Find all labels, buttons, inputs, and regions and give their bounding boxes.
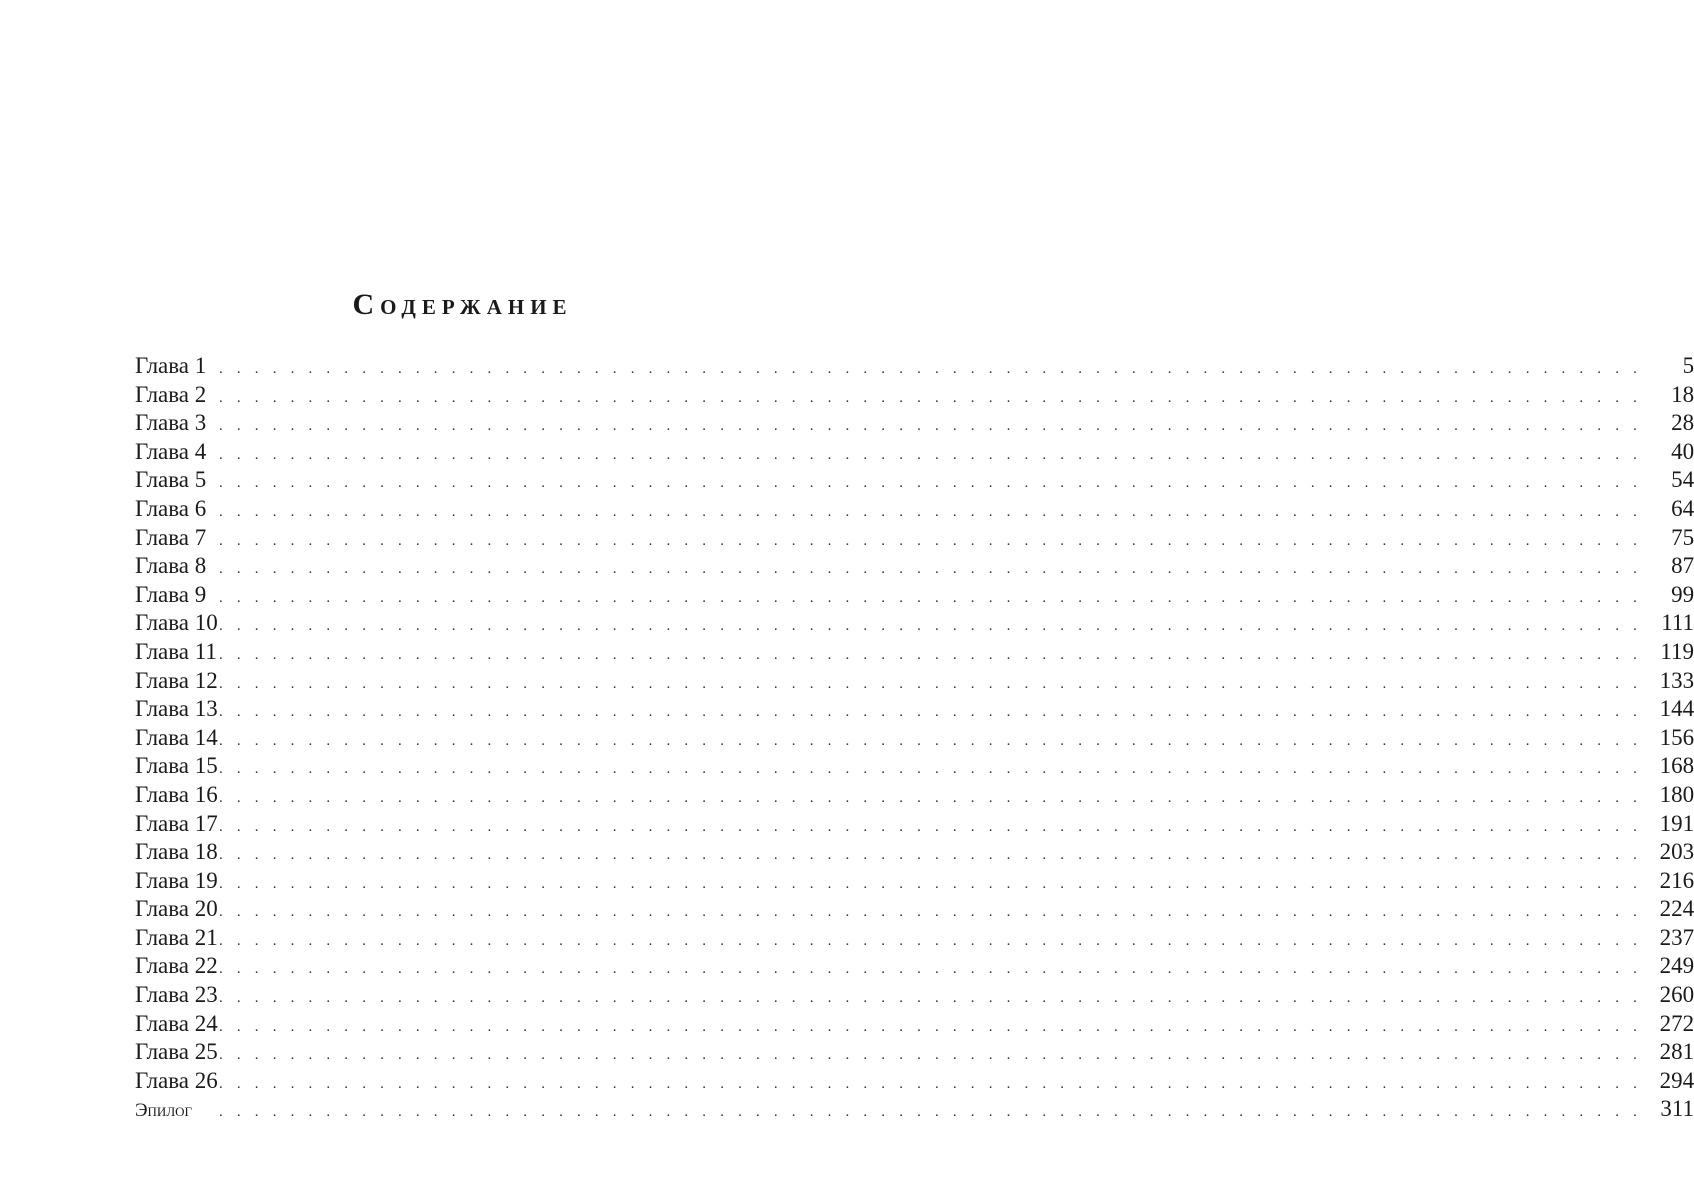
toc-entry-page: 272 <box>1659 1010 1694 1036</box>
toc-entry-label: Глава 17 <box>135 810 218 836</box>
dot-leader: . . . . . . . . . . . . . . . . . . . . . . . . . . . . . . . . . . . . . . . . . . . . . . . . . . . . . . . . . . . . . . . . . . . . . . . . . . . . . . . . <box>219 618 1643 635</box>
toc-entry[interactable] <box>135 409 1694 438</box>
toc-entry-page: 237 <box>1659 924 1694 950</box>
toc-entry[interactable] <box>135 952 1694 981</box>
toc-entry-label: Глава 6 <box>135 495 207 521</box>
toc-entry-page: 156 <box>1659 724 1694 750</box>
toc-entry-page: 180 <box>1659 781 1694 807</box>
toc-entry-label: Глава 20 <box>135 896 218 922</box>
dot-leader: . . . . . . . . . . . . . . . . . . . . . . . . . . . . . . . . . . . . . . . . . . . . . . . . . . . . . . . . . . . . . . . . . . . . . . . . . . . . . . . . <box>219 732 1643 749</box>
dot-leader: . . . . . . . . . . . . . . . . . . . . . . . . . . . . . . . . . . . . . . . . . . . . . . . . . . . . . . . . . . . . . . . . . . . . . . . . . . . . . . . . <box>219 961 1643 978</box>
toc-entry-page: 40 <box>1671 438 1694 464</box>
dot-leader: . . . . . . . . . . . . . . . . . . . . . . . . . . . . . . . . . . . . . . . . . . . . . . . . . . . . . . . . . . . . . . . . . . . . . . . . . . . . . . . . <box>219 361 1643 377</box>
dot-leader: . . . . . . . . . . . . . . . . . . . . . . . . . . . . . . . . . . . . . . . . . . . . . . . . . . . . . . . . . . . . . . . . . . . . . . . . . . . . . . . . <box>219 675 1643 692</box>
toc-entry-label: Глава 9 <box>135 581 207 607</box>
toc-entry-page: 133 <box>1659 667 1694 693</box>
dot-leader: . . . . . . . . . . . . . . . . . . . . . . . . . . . . . . . . . . . . . . . . . . . . . . . . . . . . . . . . . . . . . . . . . . . . . . . . . . . . . . . . <box>219 446 1643 463</box>
dot-leader: . . . . . . . . . . . . . . . . . . . . . . . . . . . . . . . . . . . . . . . . . . . . . . . . . . . . . . . . . . . . . . . . . . . . . . . . . . . . . . . . <box>219 990 1643 1007</box>
toc-entry-label: Глава 16 <box>135 781 218 807</box>
dot-leader: . . . . . . . . . . . . . . . . . . . . . . . . . . . . . . . . . . . . . . . . . . . . . . . . . . . . . . . . . . . . . . . . . . . . . . . . . . . . . . . . <box>219 475 1643 492</box>
toc-entry[interactable] <box>135 924 1694 953</box>
toc-entry-label: Глава 2 <box>135 381 207 407</box>
toc-entry-label: Глава 19 <box>135 867 218 893</box>
toc-entry-label: Глава 21 <box>135 924 218 950</box>
dot-leader: . . . . . . . . . . . . . . . . . . . . . . . . . . . . . . . . . . . . . . . . . . . . . . . . . . . . . . . . . . . . . . . . . . . . . . . . . . . . . . . . <box>219 389 1643 406</box>
toc-entry-page: 294 <box>1659 1067 1694 1093</box>
dot-leader: . . . . . . . . . . . . . . . . . . . . . . . . . . . . . . . . . . . . . . . . . . . . . . . . . . . . . . . . . . . . . . . . . . . . . . . . . . . . . . . . <box>219 904 1643 921</box>
toc-entry[interactable] <box>135 352 1694 381</box>
toc-entry-label: Глава 26 <box>135 1067 218 1093</box>
toc-entry-page: 87 <box>1671 553 1694 579</box>
toc-entry[interactable] <box>135 552 1694 581</box>
toc-entry-page: 216 <box>1659 867 1694 893</box>
toc-entry[interactable] <box>135 781 1694 810</box>
dot-leader: . . . . . . . . . . . . . . . . . . . . . . . . . . . . . . . . . . . . . . . . . . . . . . . . . . . . . . . . . . . . . . . . . . . . . . . . . . . . . . . . <box>219 503 1643 520</box>
toc-entry-label: Глава 15 <box>135 753 218 779</box>
toc-title: Содержание <box>352 288 573 321</box>
dot-leader: . . . . . . . . . . . . . . . . . . . . . . . . . . . . . . . . . . . . . . . . . . . . . . . . . . . . . . . . . . . . . . . . . . . . . . . . . . . . . . . . <box>219 1047 1643 1064</box>
toc-entry-page: 119 <box>1660 638 1694 664</box>
dot-leader: . . . . . . . . . . . . . . . . . . . . . . . . . . . . . . . . . . . . . . . . . . . . . . . . . . . . . . . . . . . . . . . . . . . . . . . . . . . . . . . . <box>219 1075 1643 1092</box>
toc-entry-page: 64 <box>1671 495 1694 521</box>
toc-entry-label: Глава 8 <box>135 553 207 579</box>
toc-entry[interactable] <box>135 838 1694 867</box>
toc-entry-label: Глава 4 <box>135 438 207 464</box>
toc-entry[interactable] <box>135 1010 1694 1039</box>
toc-entry[interactable] <box>135 724 1694 753</box>
dot-leader: . . . . . . . . . . . . . . . . . . . . . . . . . . . . . . . . . . . . . . . . . . . . . . . . . . . . . . . . . . . . . . . . . . . . . . . . . . . . . . . . <box>219 818 1643 835</box>
toc-entry-label: Глава 24 <box>135 1010 218 1036</box>
toc-entry-page: 249 <box>1659 953 1694 979</box>
toc-entry[interactable] <box>135 1038 1694 1067</box>
toc-entry-label: Глава 11 <box>135 638 217 664</box>
dot-leader: . . . . . . . . . . . . . . . . . . . . . . . . . . . . . . . . . . . . . . . . . . . . . . . . . . . . . . . . . . . . . . . . . . . . . . . . . . . . . . . . <box>219 532 1643 549</box>
dot-leader: . . . . . . . . . . . . . . . . . . . . . . . . . . . . . . . . . . . . . . . . . . . . . . . . . . . . . . . . . . . . . . . . . . . . . . . . . . . . . . . . <box>219 932 1643 949</box>
toc-entry-page: 168 <box>1659 753 1694 779</box>
dot-leader: . . . . . . . . . . . . . . . . . . . . . . . . . . . . . . . . . . . . . . . . . . . . . . . . . . . . . . . . . . . . . . . . . . . . . . . . . . . . . . . . <box>219 589 1643 606</box>
toc-entry-page: 75 <box>1671 524 1694 550</box>
toc-entry-label: Эпилог <box>135 1100 193 1122</box>
dot-leader: . . . . . . . . . . . . . . . . . . . . . . . . . . . . . . . . . . . . . . . . . . . . . . . . . . . . . . . . . . . . . . . . . . . . . . . . . . . . . . . . <box>219 847 1643 864</box>
toc-entry-label: Глава 13 <box>135 696 218 722</box>
toc-entry-page: 260 <box>1659 982 1694 1008</box>
toc-entry[interactable] <box>135 752 1694 781</box>
dot-leader: . . . . . . . . . . . . . . . . . . . . . . . . . . . . . . . . . . . . . . . . . . . . . . . . . . . . . . . . . . . . . . . . . . . . . . . . . . . . . . . . <box>219 875 1643 892</box>
toc-entry-label: Глава 10 <box>135 610 218 636</box>
toc-entry-page: 144 <box>1659 696 1694 722</box>
dot-leader: . . . . . . . . . . . . . . . . . . . . . . . . . . . . . . . . . . . . . . . . . . . . . . . . . . . . . . . . . . . . . . . . . . . . . . . . . . . . . . . . <box>219 561 1643 578</box>
dot-leader: . . . . . . . . . . . . . . . . . . . . . . . . . . . . . . . . . . . . . . . . . . . . . . . . . . . . . . . . . . . . . . . . . . . . . . . . . . . . . . . . <box>219 789 1643 806</box>
toc-entry[interactable] <box>135 981 1694 1010</box>
dot-leader: . . . . . . . . . . . . . . . . . . . . . . . . . . . . . . . . . . . . . . . . . . . . . . . . . . . . . . . . . . . . . . . . . . . . . . . . . . . . . . . . <box>219 646 1643 663</box>
toc-entry-page: 224 <box>1659 896 1694 922</box>
toc-entry-label: Глава 1 <box>135 353 207 378</box>
toc-entry-label: Глава 25 <box>135 1039 218 1065</box>
toc-entry-page: 111 <box>1661 610 1694 636</box>
toc-entry[interactable] <box>135 810 1694 839</box>
toc-entry[interactable] <box>135 524 1694 553</box>
toc-entry-page: 99 <box>1671 581 1694 607</box>
toc-entry-page: 203 <box>1659 839 1694 865</box>
dot-leader: . . . . . . . . . . . . . . . . . . . . . . . . . . . . . . . . . . . . . . . . . . . . . . . . . . . . . . . . . . . . . . . . . . . . . . . . . . . . . . . . <box>219 1018 1643 1035</box>
toc-entry-label: Глава 12 <box>135 667 218 693</box>
toc-entry-label: Глава 22 <box>135 953 218 979</box>
dot-leader: . . . . . . . . . . . . . . . . . . . . . . . . . . . . . . . . . . . . . . . . . . . . . . . . . . . . . . . . . . . . . . . . . . . . . . . . . . . . . . . . <box>219 1104 1643 1121</box>
toc-entry[interactable] <box>135 695 1694 724</box>
toc-entry[interactable] <box>135 638 1694 667</box>
toc-entry-label: Глава 14 <box>135 724 218 750</box>
toc-entry-label: Глава 23 <box>135 982 218 1008</box>
toc-entry[interactable] <box>135 466 1694 495</box>
toc-entry-page: 191 <box>1659 810 1694 836</box>
toc-entry[interactable] <box>135 667 1694 696</box>
toc-entry-label: Глава 18 <box>135 839 218 865</box>
toc-entry-page: 5 <box>1682 353 1694 378</box>
toc-entry[interactable] <box>135 1067 1694 1096</box>
toc-entry-page: 28 <box>1671 410 1694 436</box>
toc-list <box>135 352 1694 1124</box>
toc-entry[interactable] <box>135 895 1694 924</box>
toc-entry-page: 311 <box>1660 1096 1694 1122</box>
toc-entry[interactable] <box>135 867 1694 896</box>
toc-entry-epilogue[interactable] <box>135 1095 1694 1124</box>
toc-entry[interactable] <box>135 438 1694 467</box>
toc-entry-label: Глава 3 <box>135 410 207 436</box>
dot-leader: . . . . . . . . . . . . . . . . . . . . . . . . . . . . . . . . . . . . . . . . . . . . . . . . . . . . . . . . . . . . . . . . . . . . . . . . . . . . . . . . <box>219 761 1643 778</box>
toc-entry-label: Глава 7 <box>135 524 207 550</box>
toc-entry-page: 18 <box>1671 381 1694 407</box>
dot-leader: . . . . . . . . . . . . . . . . . . . . . . . . . . . . . . . . . . . . . . . . . . . . . . . . . . . . . . . . . . . . . . . . . . . . . . . . . . . . . . . . <box>219 704 1643 721</box>
toc-entry-page: 281 <box>1659 1039 1694 1065</box>
toc-entry-page: 54 <box>1671 467 1694 493</box>
toc-entry[interactable] <box>135 581 1694 610</box>
toc-entry[interactable] <box>135 495 1694 524</box>
dot-leader: . . . . . . . . . . . . . . . . . . . . . . . . . . . . . . . . . . . . . . . . . . . . . . . . . . . . . . . . . . . . . . . . . . . . . . . . . . . . . . . . <box>219 418 1643 435</box>
toc-entry[interactable] <box>135 381 1694 410</box>
toc-entry-label: Глава 5 <box>135 467 207 493</box>
toc-entry[interactable] <box>135 609 1694 638</box>
